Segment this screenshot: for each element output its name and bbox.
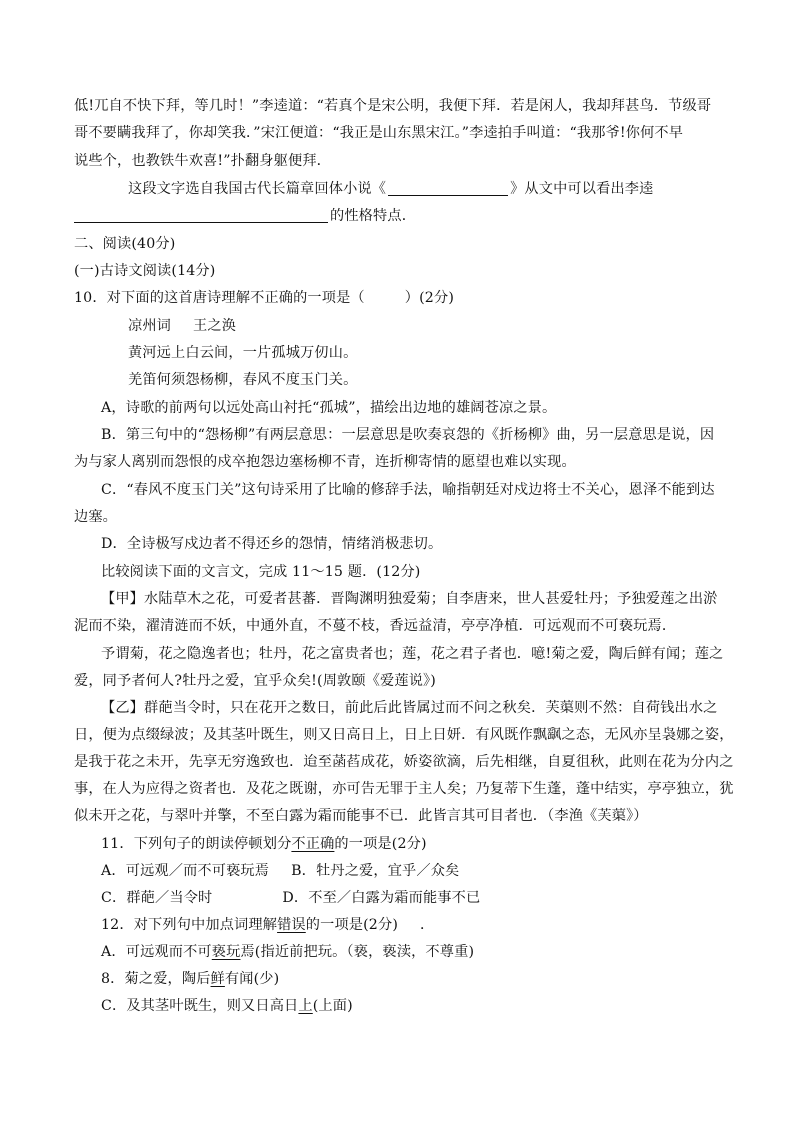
underlined-keyword: 错误	[277, 917, 306, 933]
stray-mark: ．	[420, 917, 435, 933]
subsection-heading: (一)古诗文阅读(14分)	[74, 263, 216, 279]
option-text: 有闻(少)	[224, 971, 280, 987]
option-b: B．牡丹之爱，宜乎／众矣	[291, 863, 460, 879]
passage-jia: 爱，同予者何人?牡丹之爱，宜乎众矣!(周敦颐《爱莲说》)	[74, 673, 436, 689]
poem-author: 王之涣	[193, 318, 237, 334]
passage-jia: 泥而不染，濯清涟而不妖，中通外直，不蔓不枝，香远益清，亭亭净植．可远观而不可亵玩焉．	[74, 618, 677, 634]
passage-jia: 【甲】水陆草木之花，可爱者甚蕃．晋陶渊明独爱菊；自李唐来，世人甚爱牡丹；予独爱莲之出淤	[101, 591, 718, 607]
question-score: ）(2分)	[404, 290, 455, 306]
poem-title-line	[128, 316, 734, 336]
answer-blank[interactable]	[74, 208, 328, 223]
option-text: 8．菊之爱，陶后	[101, 971, 211, 987]
q12-option-c	[101, 996, 734, 1016]
option-a: A，诗歌的前两句以远处高山衬托“孤城”，描绘出边地的雄阔苍凉之景。	[101, 400, 557, 416]
question-12	[101, 915, 734, 935]
option-c: C．“春风不度玉门关”这句诗采用了比喻的修辞手法，喻指朝廷对戍边将士不关心，恩泽不能到达	[101, 482, 715, 498]
question-text: 》从文中可以看出李逵	[510, 181, 654, 197]
passage-line: 说些个，也教铁牛欢喜!”扑翻身躯便拜．	[74, 153, 331, 169]
passage-yi: 是我于花之未开，先享无穷逸致也．迨至菡萏成花，娇姿欲滴，后先相继，自夏徂秋，此则在花为分内之	[74, 754, 734, 770]
fill-question-line	[74, 206, 734, 226]
section-heading: 二、阅读(40分)	[74, 236, 176, 252]
option-d: D．不至／白露为霜而能事不已	[282, 890, 481, 906]
q11-options-row	[101, 861, 734, 881]
passage-yi: 日，便为点缀绿波；及其茎叶既生，则又日高日上，日上日妍．有风既作飘飖之态，无风亦呈袅娜之姿，	[74, 727, 734, 743]
option-d: D．全诗极写戍边者不得还乡的怨情，情绪消极悲切。	[101, 536, 443, 552]
passage-line: 哥不要瞒我拜了，你却笑我．”宋江便道：“我正是山东黑宋江。”李逵拍手叫道：“我那爷!你何不早	[74, 125, 684, 141]
question-11	[101, 834, 734, 854]
option-c: C．群葩／当令时	[101, 890, 213, 906]
question-10	[74, 288, 734, 308]
question-text: 的一项是(2分)	[334, 836, 427, 852]
poem-line: 羌笛何须怨杨柳，春风不度玉门关。	[128, 372, 358, 388]
instruction: 比较阅读下面的文言文，完成 11～15 题．(12分)	[101, 564, 421, 580]
poem-title: 凉州词	[128, 318, 172, 334]
option-b-cont: 为与家人离别而怨恨的戍卒抱怨边塞杨柳不青，连折柳寄情的愿望也难以实现。	[74, 454, 576, 470]
underlined-word: 上	[298, 998, 313, 1014]
underlined-word: 亵玩	[211, 944, 241, 960]
passage-line: 低!兀自不快下拜，等几时！”李逵道：“若真个是宋公明，我便下拜．若是闲人，我却拜甚鸟．节级哥	[74, 98, 712, 114]
question-text: 10．对下面的这首唐诗理解不正确的一项是（	[74, 290, 365, 306]
underlined-word: 鲜	[210, 971, 225, 987]
passage-yi: 【乙】群葩当令时，只在花开之数日，前此后此皆属过而不问之秋矣．芙蕖则不然：自荷钱出水之	[101, 700, 718, 716]
passage-jia: 予谓菊，花之隐逸者也；牡丹，花之富贵者也；莲，花之君子者也．噫!菊之爱，陶后鲜有闻；莲之	[101, 646, 724, 662]
option-text: A．可远观而不可	[101, 944, 212, 960]
question-text: 的一项是(2分)	[305, 917, 399, 933]
underlined-keyword: 不正确	[291, 836, 335, 852]
option-b: B．第三句中的“怨杨柳”有两层意思：一层意思是吹奏哀怨的《折杨柳》曲，另一层意思是说，因	[101, 427, 715, 443]
option-text: C．及其茎叶既生，则又日高日	[101, 998, 299, 1014]
question-text: 的性格特点．	[330, 208, 417, 224]
option-a: A．可远观／而不可亵玩焉	[101, 863, 270, 879]
question-text: 12．对下列句中加点词理解	[101, 917, 278, 933]
option-c-cont: 边塞。	[74, 509, 118, 525]
question-text: 11．下列句子的朗读停顿划分	[101, 836, 292, 852]
option-text: 焉(指近前把玩。（亵，亵渎，不尊重)	[240, 944, 475, 960]
q11-options-row	[101, 888, 734, 908]
option-text: (上面)	[312, 998, 353, 1014]
answer-blank[interactable]	[388, 181, 508, 196]
passage-yi: 事，在人为应得之资者也．及花之既谢，亦可告无罪于主人矣；乃复蒂下生蓬，蓬中结实，亭亭独立，犹	[74, 781, 734, 797]
q12-option-a	[101, 942, 734, 962]
fill-question-line	[128, 179, 734, 199]
q12-option-b	[101, 969, 734, 989]
poem-line: 黄河远上白云间，一片孤城万仞山。	[128, 345, 358, 361]
question-text: 这段文字选自我国古代长篇章回体小说《	[128, 181, 387, 197]
passage-yi: 似未开之花，与翠叶并擎，不至白露为霜而能事不已．此皆言其可目者也．（李渔《芙蕖》）	[74, 808, 648, 824]
